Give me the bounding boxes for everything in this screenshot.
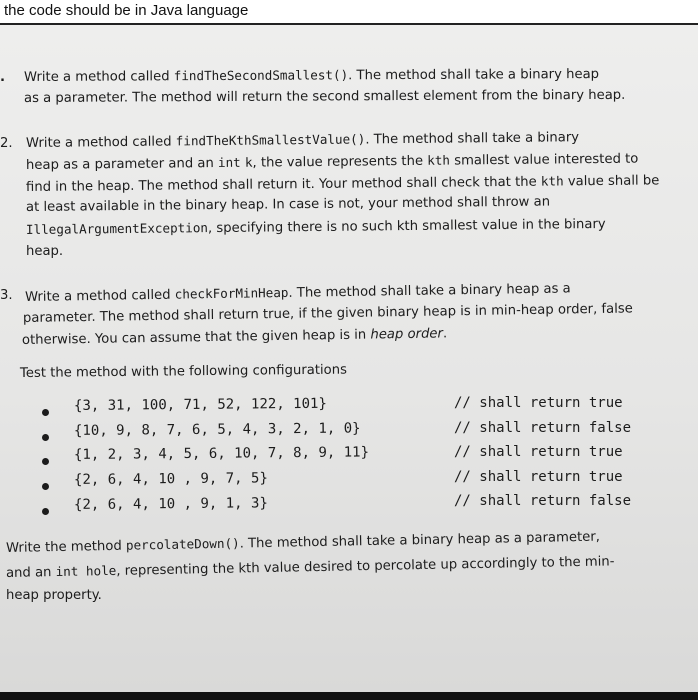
test-comment-4: // shall return true bbox=[454, 469, 623, 485]
q3-method-name: checkForMinHeap bbox=[174, 284, 289, 302]
q2-line-5: IllegalArgumentException, specifying there is no such kth smallest value in the binary bbox=[25, 216, 606, 237]
q2-line-6: heap. bbox=[26, 244, 64, 259]
q3-line-3: otherwise. You can assume that the given heap is in heap order. bbox=[21, 326, 448, 348]
test-comment-5: // shall return false bbox=[454, 493, 632, 509]
q2-line-3: find in the heap. The method shall return it. Your method shall check that the kth value shall be bbox=[25, 173, 660, 195]
question-caption: the code should be in Java language bbox=[4, 2, 249, 19]
test-comment-2: // shall return false bbox=[454, 420, 632, 436]
q4-line-3: heap property. bbox=[6, 588, 102, 603]
q2-method-name: findTheKthSmallestValue() bbox=[175, 131, 366, 149]
q1-method-name: findTheSecondSmallest() bbox=[173, 67, 349, 84]
q2-line-2: heap as a parameter and an int k, the value represents the kth smallest value interested to bbox=[25, 151, 639, 173]
q1-line-2: as a parameter. The method will return the second smallest element from the binary heap. bbox=[23, 87, 626, 106]
bullet-3 bbox=[42, 458, 49, 465]
test-config-1: {3, 31, 100, 71, 52, 122, 101} bbox=[73, 395, 327, 414]
test-comment-1: // shall return true bbox=[454, 395, 623, 411]
q3-line-2: parameter. The method shall return true, if the given binary heap is in min-heap order, false bbox=[22, 301, 633, 326]
assignment-photo bbox=[0, 25, 698, 692]
bottom-bar bbox=[0, 692, 698, 700]
q2-number: 2. bbox=[0, 136, 13, 151]
bullet-1 bbox=[42, 409, 49, 416]
q4-line-2: and an int hole, representing the kth value desired to percolate up accordingly to the min- bbox=[5, 554, 615, 581]
q1-line-1: Write a method called findTheSecondSmallest(). The method shall take a binary heap bbox=[23, 66, 600, 85]
q3-line-1: Write a method called checkForMinHeap. The method shall take a binary heap as a bbox=[24, 281, 571, 305]
bullet-4 bbox=[42, 483, 49, 490]
test-config-4: {2, 6, 4, 10 , 9, 7, 5} bbox=[73, 470, 268, 488]
test-heading: Test the method with the following configurations bbox=[19, 362, 348, 381]
test-config-5: {2, 6, 4, 10 , 9, 1, 3} bbox=[73, 495, 268, 513]
exception-name: IllegalArgumentException bbox=[25, 220, 209, 237]
test-config-3: {1, 2, 3, 4, 5, 6, 10, 7, 8, 9, 11} bbox=[73, 444, 370, 463]
bullet-5 bbox=[42, 508, 49, 515]
test-comment-3: // shall return true bbox=[454, 444, 623, 460]
bullet-2 bbox=[42, 434, 49, 441]
test-config-2: {10, 9, 8, 7, 6, 5, 4, 3, 2, 1, 0} bbox=[73, 420, 361, 439]
q1-number: . bbox=[0, 70, 6, 85]
q2-line-1: Write a method called findTheKthSmallestValue(). The method shall take a binary bbox=[25, 130, 580, 151]
q4-method-name: percolateDown() bbox=[125, 535, 240, 553]
q2-line-4: at least available in the binary heap. In case is not, your method shall throw an bbox=[25, 194, 551, 215]
q4-line-1: Write the method percolateDown(). The method shall take a binary heap as a parameter, bbox=[5, 529, 601, 556]
q3-number: 3. bbox=[0, 288, 13, 303]
